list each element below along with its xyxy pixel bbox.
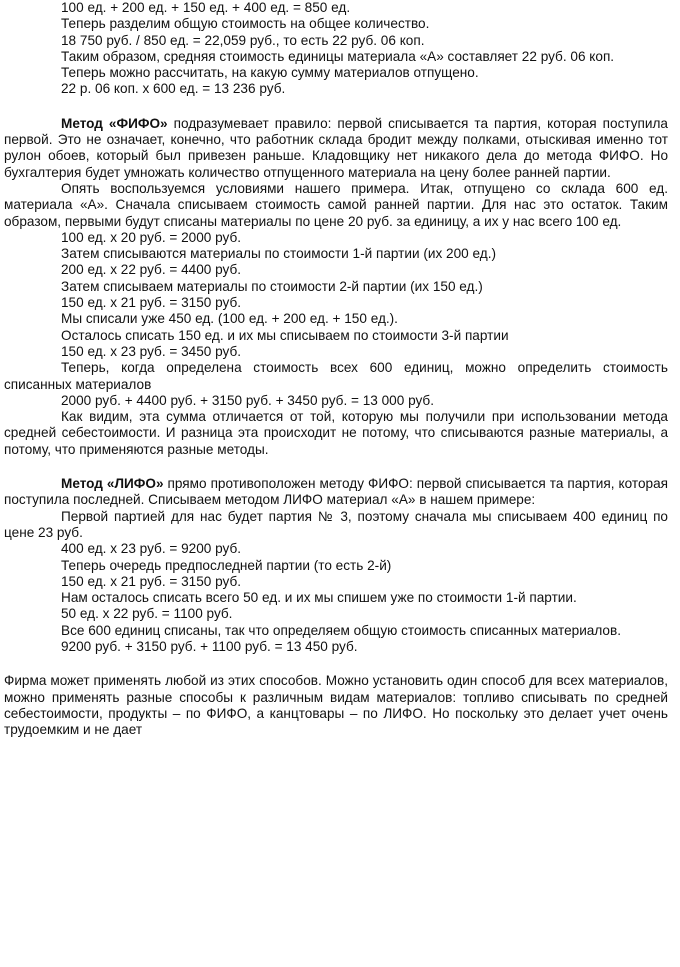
lifo-paragraph	[4, 476, 668, 509]
paragraph: Осталось списать 150 ед. и их мы списываем по стоимости 3-й партии	[61, 327, 509, 343]
lifo-text: прямо противоположен методу ФИФО: первой списывается та партия, которая поступила последней. Списываем методом ЛИФО материал «А» в нашем примере:	[4, 476, 668, 508]
paragraph: 100 ед. х 20 руб. = 2000 руб.	[61, 229, 242, 245]
paragraph: 100 ед. + 200 ед. + 150 ед. + 400 ед. = 850 ед.	[61, 0, 351, 15]
paragraph: Опять воспользуемся условиями нашего примера. Итак, отпущено со склада 600 ед. материала «А». Сначала списываем стоимость самой ранней партии. Для нас это остаток. Таким образом, первыми будут списаны материалы по цене 20 руб. за единицу, а их у нас всего 100 ед.	[4, 180, 668, 229]
paragraph: 22 р. 06 коп. х 600 ед. = 13 236 руб.	[61, 81, 286, 97]
fifo-text: подразумевает правило: первой списывается та партия, которая поступила первой. Это не означает, конечно, что работник склада бродит между полками, отыскивая именно тот рулон обоев, который был привезен раньше. Кладовщику нет никакого дела до метода ФИФО. Но бухгалтерия будет умножать количество отпущенного материала на цену более ранней партии.	[4, 115, 668, 180]
paragraph: 18 750 руб. / 850 ед. = 22,059 руб., то есть 22 руб. 06 коп.	[61, 32, 425, 48]
paragraph: Как видим, эта сумма отличается от той, которую мы получили при использовании метода средней себестоимости. И разница эта происходит не потому, что списываются разные материалы, а потому, что применяются разные методы.	[4, 409, 668, 457]
paragraph: 9200 руб. + 3150 руб. + 1100 руб. = 13 450 руб.	[61, 638, 358, 654]
paragraph-gap	[4, 655, 668, 673]
paragraph: 50 ед. х 22 руб. = 1100 руб.	[61, 606, 233, 622]
paragraph-gap	[4, 458, 668, 476]
paragraph: 400 ед. х 23 руб. = 9200 руб.	[61, 541, 242, 557]
paragraph: 2000 руб. + 4400 руб. + 3150 руб. + 3450 руб. = 13 000 руб.	[61, 392, 434, 408]
paragraph: Нам осталось списать всего 50 ед. и их мы спишем уже по стоимости 1-й партии.	[61, 590, 577, 606]
lifo-heading: Метод «ЛИФО»	[61, 476, 164, 492]
paragraph: Теперь очередь предпоследней партии (то есть 2-й)	[61, 557, 392, 573]
paragraph: Затем списываются материалы по стоимости 1-й партии (их 200 ед.)	[61, 246, 497, 262]
paragraph: 150 ед. х 21 руб. = 3150 руб.	[61, 295, 242, 311]
paragraph: Теперь разделим общую стоимость на общее количество.	[61, 16, 430, 32]
paragraph: Таким образом, средняя стоимость единицы материала «А» составляет 22 руб. 06 коп.	[61, 48, 615, 64]
paragraph: 150 ед. х 23 руб. = 3450 руб.	[61, 343, 242, 359]
paragraph: Теперь можно рассчитать, на какую сумму материалов отпущено.	[61, 65, 479, 81]
paragraph: Мы списали уже 450 ед. (100 ед. + 200 ед. + 150 ед.).	[61, 311, 398, 327]
paragraph-gap	[4, 98, 668, 116]
paragraph: 200 ед. х 22 руб. = 4400 руб.	[61, 262, 242, 278]
fifo-paragraph	[4, 116, 668, 181]
paragraph: 150 ед. х 21 руб. = 3150 руб.	[61, 573, 242, 589]
fifo-heading: Метод «ФИФО»	[61, 115, 168, 131]
paragraph: Первой партией для нас будет партия № 3, поэтому сначала мы списываем 400 единиц по цене 23 руб.	[4, 508, 668, 540]
paragraph: Все 600 единиц списаны, так что определяем общую стоимость списанных материалов.	[61, 622, 621, 638]
paragraph: Затем списываем материалы по стоимости 2-й партии (их 150 ед.)	[61, 278, 483, 294]
paragraph: Фирма может применять любой из этих способов. Можно установить один способ для всех материалов, можно применять разные способы к различным видам материалов: топливо списывать по средней себестоимости, продукты – по ФИФО, а канцтовары – по ЛИФО. Но поскольку это делает учет очень трудоемким и не дает	[4, 673, 668, 738]
paragraph: Теперь, когда определена стоимость всех 600 единиц, можно определить стоимость списанных материалов	[4, 360, 668, 392]
